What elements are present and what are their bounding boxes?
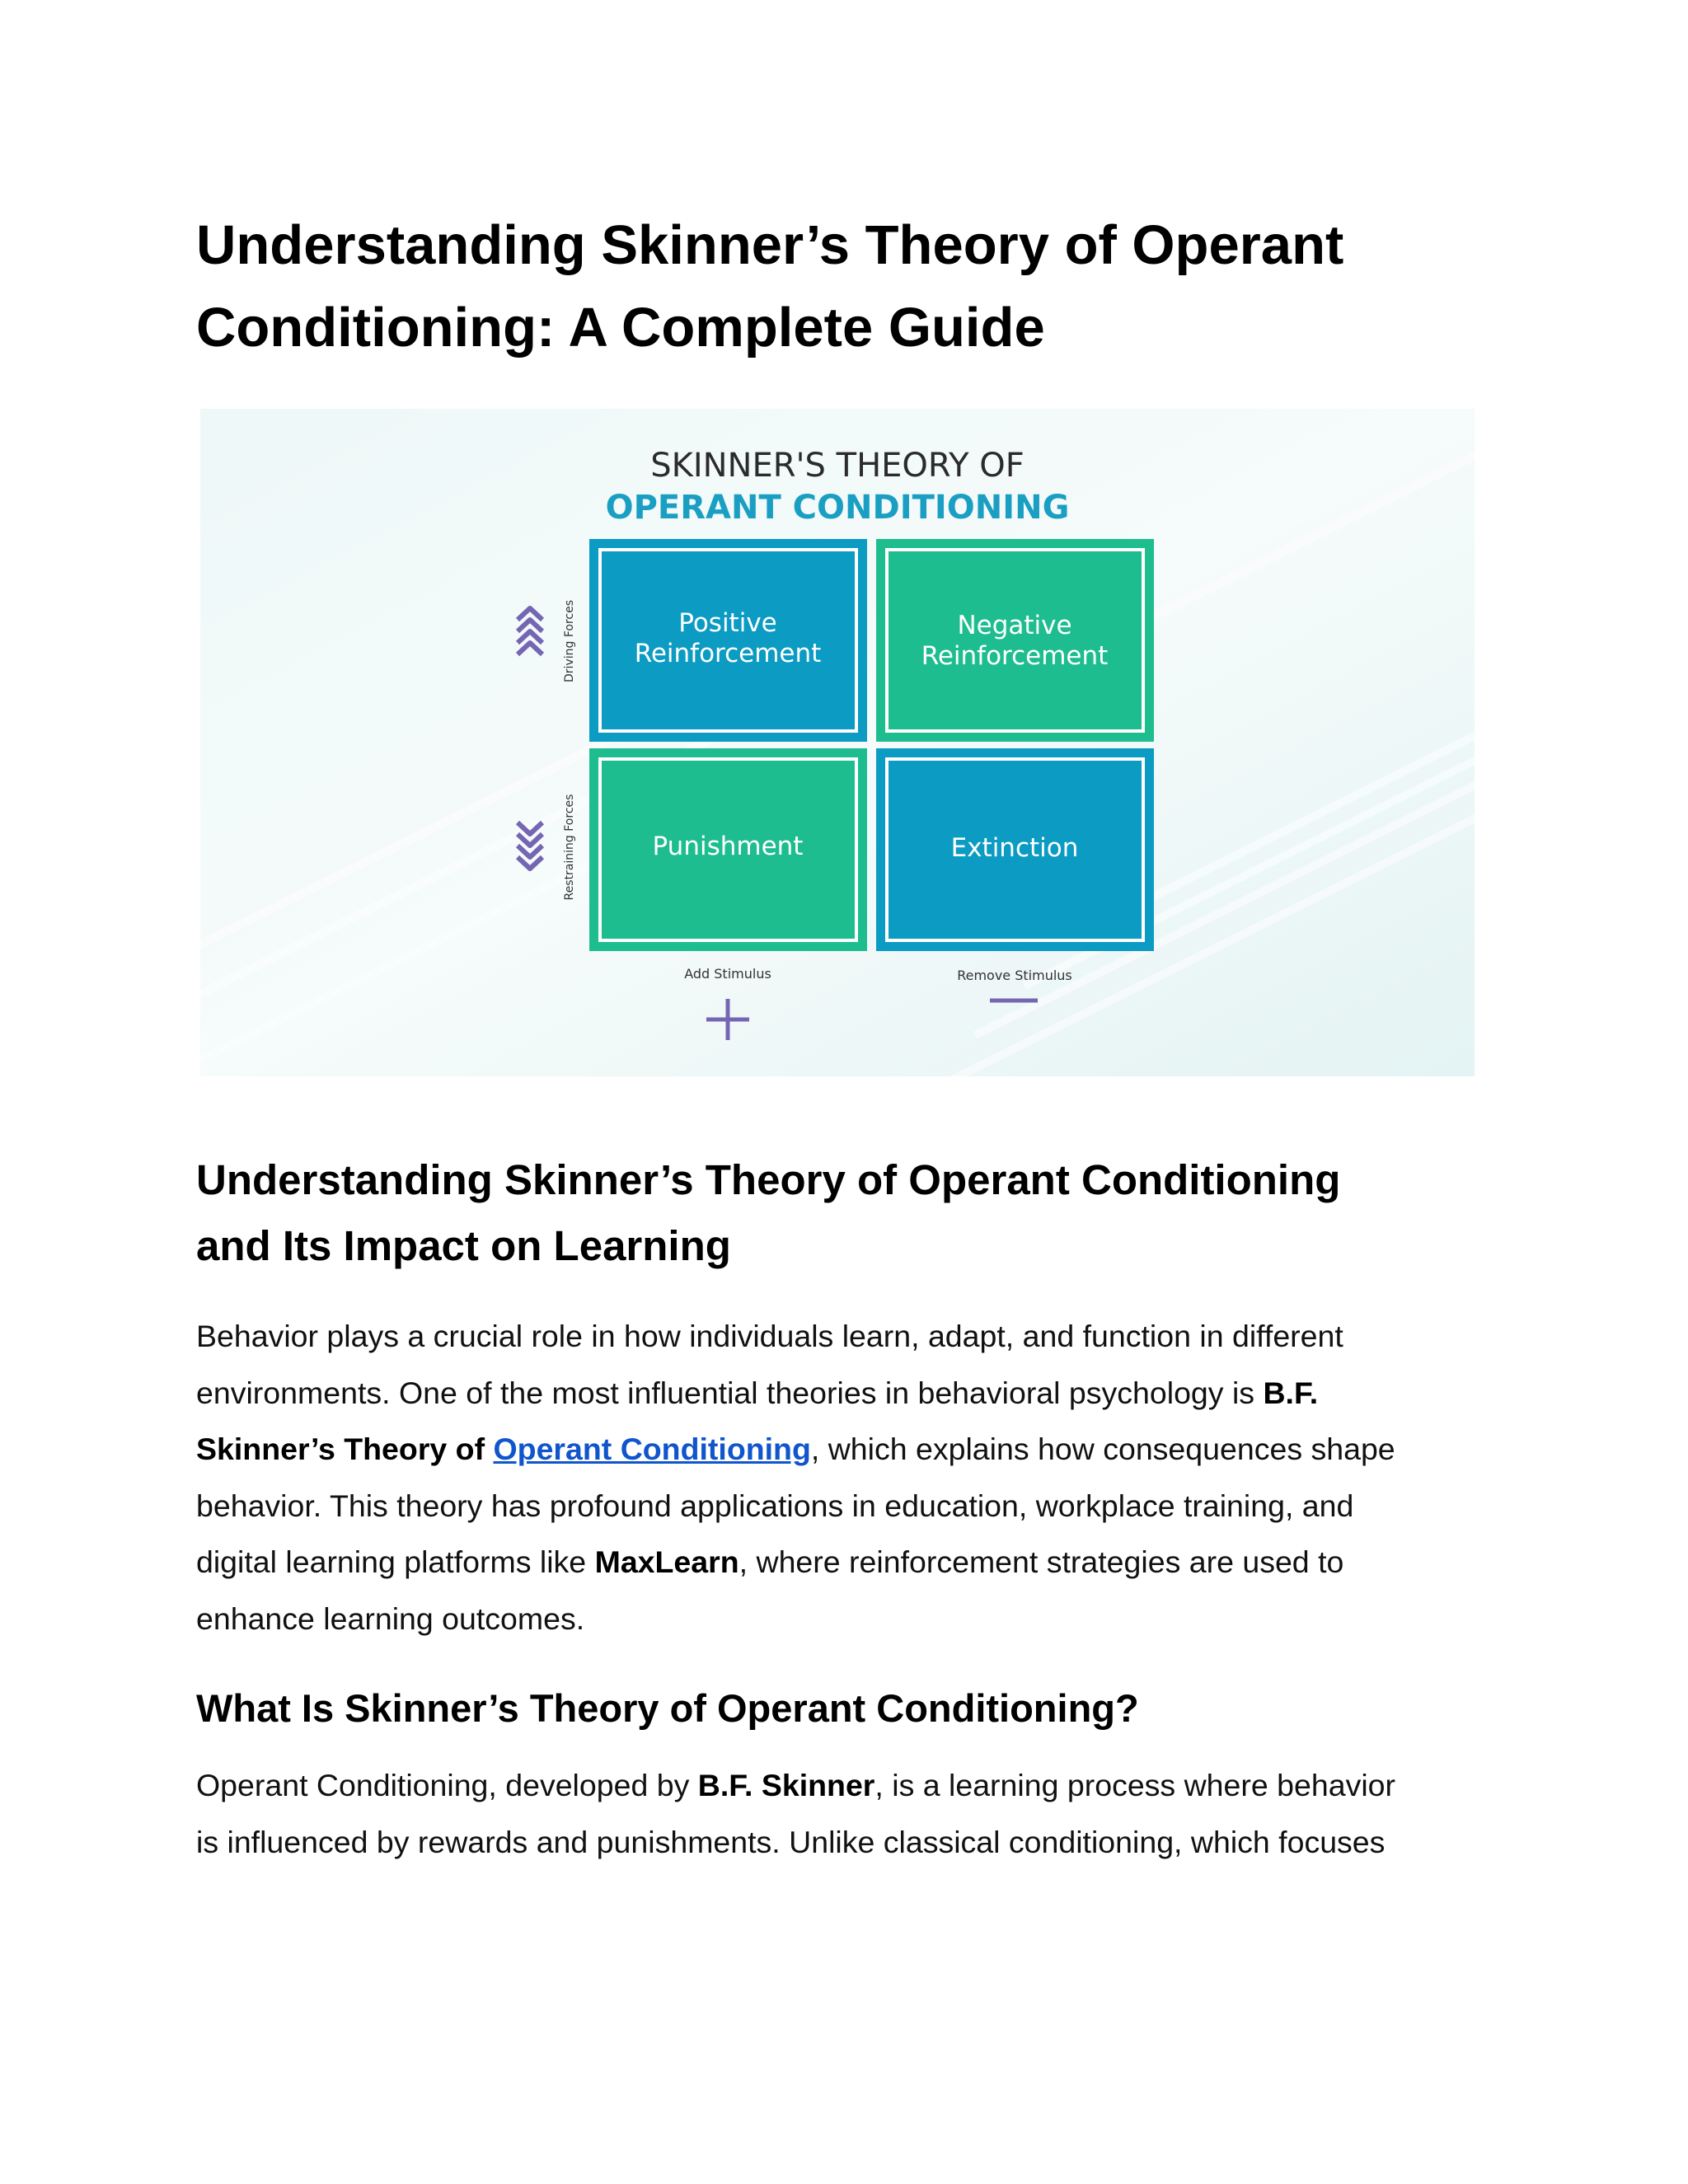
quadrant-negative-reinforcement — [876, 539, 1154, 742]
text-run: enhance learning outcomes. — [196, 1601, 585, 1636]
text-run: Behavior plays a crucial role in how individuals learn, adapt, and function in different — [196, 1319, 1343, 1353]
text-run: digital learning platforms like — [196, 1544, 595, 1579]
quadrant-label-line-1: Extinction — [950, 833, 1079, 863]
quadrant-label-line-1: Negative — [957, 611, 1072, 640]
text-run: environments. One of the most influential theories in behavioral psychology is — [196, 1375, 1264, 1410]
column-label-remove-stimulus: Remove Stimulus — [957, 968, 1072, 983]
operant-conditioning-figure — [200, 409, 1475, 1076]
subheading: What Is Skinner’s Theory of Operant Conditioning? — [196, 1686, 1139, 1730]
page-title — [196, 204, 1498, 369]
page-title-line-1: Understanding Skinner’s Theory of Operant — [196, 214, 1344, 276]
definition-paragraph — [196, 1757, 1482, 1870]
text-run: , is a learning process where behavior — [874, 1768, 1395, 1802]
page-title-line-2: Conditioning: A Complete Guide — [196, 297, 1045, 359]
text-run: , which explains how consequences shape — [810, 1432, 1395, 1466]
figure-heading-line-2: OPERANT CONDITIONING — [605, 489, 1070, 527]
intro-paragraph — [196, 1308, 1482, 1647]
quadrant-label-line-1: Punishment — [652, 832, 804, 861]
bold-text-run: B.F. Skinner — [697, 1768, 875, 1802]
section-heading — [196, 1147, 1515, 1279]
bold-text-run: MaxLearn — [594, 1544, 739, 1579]
section-heading-line-1: Understanding Skinner’s Theory of Operant Conditioning — [196, 1156, 1341, 1203]
text-run: behavior. This theory has profound applications in education, workplace training, and — [196, 1488, 1354, 1523]
operant-conditioning-link[interactable]: Operant Conditioning — [493, 1432, 811, 1466]
column-label-add-stimulus: Add Stimulus — [684, 966, 771, 982]
text-run: Operant Conditioning, developed by — [196, 1768, 698, 1802]
quadrant-extinction — [876, 748, 1154, 951]
quadrant-positive-reinforcement — [589, 539, 867, 742]
bold-text-run: Skinner’s Theory of — [196, 1432, 494, 1466]
bold-text-run: B.F. — [1263, 1375, 1319, 1410]
text-run: is influenced by rewards and punishments. Unlike classical conditioning, which focuses — [196, 1824, 1386, 1859]
quadrant-punishment — [589, 748, 867, 951]
quadrant-label-line-2: Reinforcement — [921, 641, 1109, 671]
row-label-driving-forces: Driving Forces — [563, 600, 576, 682]
quadrant-label-line-2: Reinforcement — [634, 639, 822, 668]
quadrant-label-line-1: Positive — [678, 608, 777, 638]
section-heading-line-2: and Its Impact on Learning — [196, 1222, 731, 1269]
row-label-restraining-forces: Restraining Forces — [563, 794, 576, 901]
text-run: , where reinforcement strategies are used to — [738, 1544, 1344, 1579]
figure-heading-line-1: SKINNER'S THEORY OF — [650, 447, 1025, 485]
